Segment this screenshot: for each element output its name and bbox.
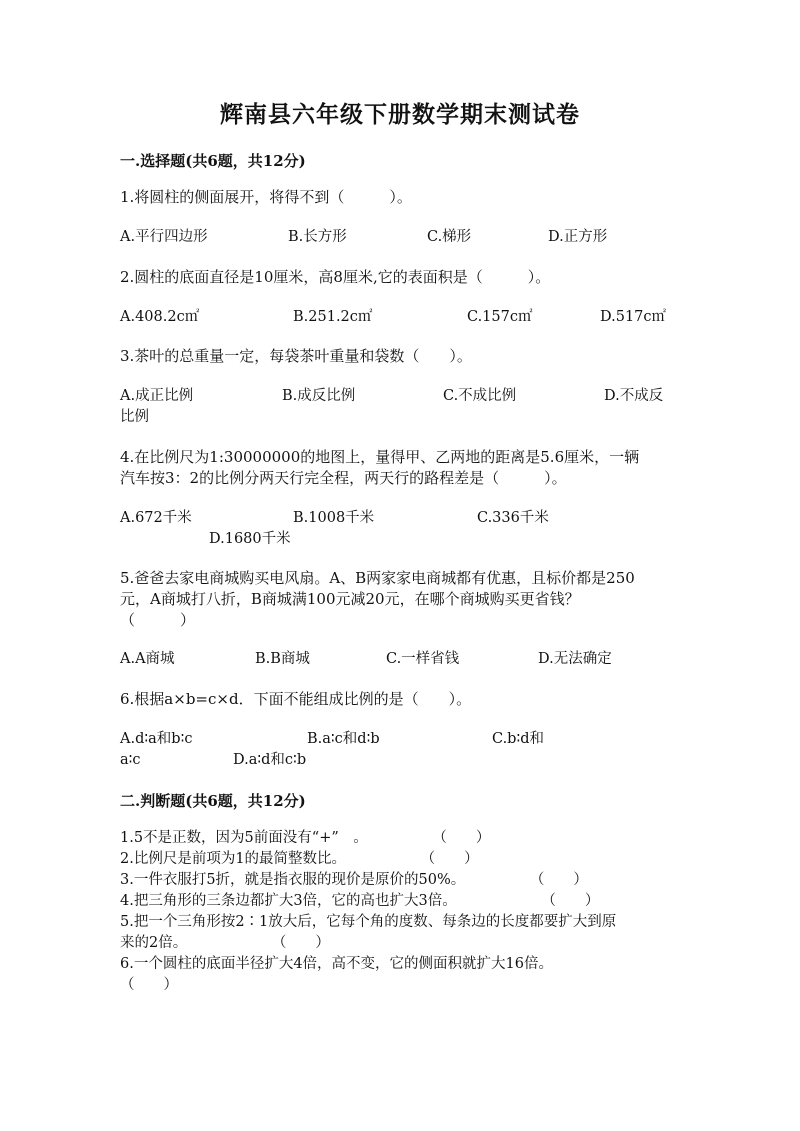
section-heading-judgement: 二.判断题(共6题，共12分) xyxy=(120,792,306,810)
question-4-option-d: D.1680千米 xyxy=(209,531,291,547)
judge-item-5-text: 5.把一个三角形按2∶1放大后，它每个角的度数、每条边的长度都要扩大到原 xyxy=(120,914,617,930)
question-6-option-d: D.a∶d和c∶b xyxy=(233,752,307,768)
judge-item-3-paren: （ ） xyxy=(529,872,588,888)
judge-item-2 xyxy=(120,849,680,870)
judge-item-5-line2 xyxy=(120,933,680,954)
question-2-stem: 2.圆柱的底面直径是10厘米，高8厘米,它的表面积是（ ）。 xyxy=(120,268,551,286)
question-4-option-a: A.672千米 xyxy=(120,510,192,526)
question-2-option-a: A.408.2c㎡ xyxy=(120,309,200,325)
question-6-option-a: A.d∶a和b∶c xyxy=(120,731,193,747)
judge-item-6-line1 xyxy=(120,954,680,975)
question-2-option-d: D.517c㎡ xyxy=(600,309,667,325)
question-5-option-d: D.无法确定 xyxy=(538,651,612,667)
question-6-option-c-continued: a∶c xyxy=(120,752,141,768)
question-5-option-a: A.A商城 xyxy=(120,651,175,667)
judge-item-5-line1 xyxy=(120,912,700,933)
question-3-option-d: D.不成反 xyxy=(604,388,664,404)
question-2-option-c: C.157c㎡ xyxy=(467,309,533,325)
question-6-stem: 6.根据a×b=c×d．下面不能组成比例的是（ ）。 xyxy=(120,690,472,708)
judge-item-4-paren: （ ） xyxy=(541,893,600,909)
judge-item-4-text: 4.把三角形的三条边都扩大3倍，它的高也扩大3倍。 xyxy=(120,893,457,909)
judge-item-1-text: 1.5不是正数，因为5前面没有“+” 。 xyxy=(120,830,368,846)
judge-item-2-paren: （ ） xyxy=(420,851,479,867)
question-4-option-b: B.1008千米 xyxy=(293,510,375,526)
question-5-answer-paren: （ ） xyxy=(120,611,196,629)
judge-item-3-text: 3.一件衣服打5折，就是指衣服的现价是原价的50%。 xyxy=(120,872,466,888)
judge-item-1 xyxy=(120,828,680,849)
question-4-option-c: C.336千米 xyxy=(477,510,549,526)
question-3-option-b: B.成反比例 xyxy=(282,388,356,404)
judge-item-4 xyxy=(120,891,680,912)
question-1-option-d: D.正方形 xyxy=(548,229,608,245)
question-3-stem: 3.茶叶的总重量一定，每袋茶叶重量和袋数（ ）。 xyxy=(120,347,472,365)
question-3-option-c: C.不成比例 xyxy=(443,388,517,404)
question-5-stem-line2: 元，A商城打八折，B商城满100元减20元，在哪个商城购买更省钱？ xyxy=(120,590,580,608)
judge-item-1-paren: （ ） xyxy=(432,830,491,846)
question-5-option-c: C.一样省钱 xyxy=(386,651,460,667)
judge-item-5-paren: （ ） xyxy=(271,935,330,951)
question-1-option-a: A.平行四边形 xyxy=(120,229,208,245)
question-3-option-d-continued: 比例 xyxy=(120,409,149,425)
page-title: 辉南县六年级下册数学期末测试卷 xyxy=(220,101,580,128)
question-1-option-b: B.长方形 xyxy=(288,229,347,245)
judge-item-6-text: 6.一个圆柱的底面半径扩大4倍，高不变，它的侧面积就扩大16倍。 xyxy=(120,956,554,972)
judge-item-2-text: 2.比例尺是前项为1的最简整数比。 xyxy=(120,851,347,867)
question-1-option-c: C.梯形 xyxy=(427,229,472,245)
question-3-option-a: A.成正比例 xyxy=(120,388,194,404)
question-5-stem-line1: 5.爸爸去家电商城购买电风扇。A、B两家家电商城都有优惠，且标价都是250 xyxy=(120,569,635,587)
judge-item-3 xyxy=(120,870,680,891)
judge-item-5-text-continued: 来的2倍。 xyxy=(120,935,188,951)
question-4-stem-line1: 4.在比例尺为1:30000000的地图上，量得甲、乙两地的距离是5.6厘米，一辆 xyxy=(120,448,640,466)
question-5-option-b: B.B商城 xyxy=(255,651,310,667)
question-1-stem: 1.将圆柱的侧面展开，将得不到（ ）。 xyxy=(120,188,412,206)
judge-item-6-paren: （ ） xyxy=(120,977,178,993)
question-6-option-b: B.a∶c和d∶b xyxy=(307,731,380,747)
question-2-option-b: B.251.2c㎡ xyxy=(293,309,373,325)
question-4-stem-line2: 汽车按3：2的比例分两天行完全程，两天行的路程差是（ ）。 xyxy=(120,469,567,487)
judge-item-6-line2 xyxy=(120,975,680,996)
question-6-option-c: C.b∶d和 xyxy=(492,731,545,747)
section-heading-choice: 一.选择题(共6题，共12分) xyxy=(120,152,306,170)
